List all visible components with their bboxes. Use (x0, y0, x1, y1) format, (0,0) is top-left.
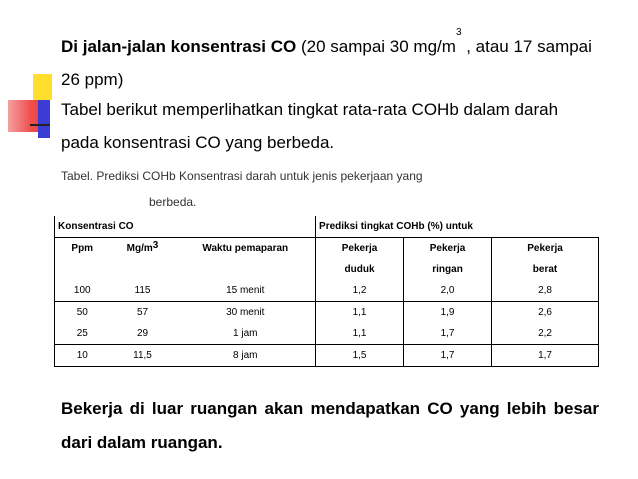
decor-blue-bar (38, 100, 50, 138)
cell-ringan: 2,0 (404, 280, 492, 302)
cell-waktu: 30 menit (176, 302, 316, 324)
cell-ringan: 1,7 (404, 323, 492, 345)
cell-berat: 2,8 (492, 280, 599, 302)
caption-line-1: Tabel. Prediksi COHb Konsentrasi darah untuk jenis pekerjaan yang (61, 169, 423, 183)
cell-ringan: 1,9 (404, 302, 492, 324)
table-row (55, 345, 599, 367)
caption-line-2: berbeda. (149, 195, 197, 209)
paragraph-table-intro: Tabel berikut memperlihatkan tingkat rata-rata COHb dalam darah pada konsentrasi CO yang berbeda. (61, 100, 559, 152)
cell-ppm: 100 (55, 280, 110, 302)
table-row (55, 280, 599, 302)
cell-berat: 1,7 (492, 345, 599, 367)
header-ppm: Ppm (55, 238, 110, 260)
cell-duduk: 1,2 (316, 280, 404, 302)
cell-mg: 57 (110, 302, 176, 324)
cell-ppm: 10 (55, 345, 110, 367)
header-ringan-1: Pekerja (404, 238, 492, 260)
cell-mg: 115 (134, 285, 151, 296)
cell-duduk: 1,5 (316, 345, 404, 367)
table-caption (61, 163, 423, 215)
header-ringan-2: ringan (404, 259, 492, 280)
cell-waktu: 15 menit (226, 285, 265, 296)
table-row (55, 323, 599, 345)
paragraph-co-streets (61, 27, 599, 96)
table-row (55, 302, 599, 324)
paragraph-text: (20 sampai 30 mg/m (296, 37, 456, 56)
decor-yellow-square (33, 74, 52, 100)
decor-line (30, 124, 50, 126)
cell-mg: 29 (136, 328, 149, 339)
paragraph-text: , atau 17 sampai 26 ppm) (61, 37, 592, 89)
cell-ppm: 50 (55, 302, 110, 324)
cell-duduk: 1,1 (316, 302, 404, 324)
cell-ppm: 25 (55, 323, 110, 345)
coHb-table (54, 216, 599, 367)
header-mg: $Mg/m^3$ (126, 240, 159, 254)
cell-berat: 2,2 (492, 323, 599, 345)
header-konsentrasi: Konsentrasi CO (55, 216, 316, 238)
header-duduk-2: duduk (316, 259, 404, 280)
header-waktu: Waktu pemaparan (202, 243, 289, 254)
cell-waktu: 8 jam (176, 345, 316, 367)
header-berat-2: berat (492, 259, 599, 280)
cell-mg: 11,5 (110, 345, 176, 367)
cell-ringan: 1,7 (404, 345, 492, 367)
header-duduk-1: Pekerja (316, 238, 404, 260)
header-berat-1: Pekerja (492, 238, 599, 260)
cell-duduk: 1,1 (316, 323, 404, 345)
cell-berat: 2,6 (492, 302, 599, 324)
cell-waktu: 1 jam (233, 328, 258, 339)
paragraph-conclusion: Bekerja di luar ruangan akan mendapatkan CO yang lebih besar dari dalam ruangan. (61, 399, 599, 452)
paragraph-bold-lead: Di jalan-jalan konsentrasi CO (61, 37, 297, 56)
header-prediksi: Prediksi tingkat COHb (%) untuk (316, 216, 599, 238)
superscript: 3 (455, 27, 462, 38)
